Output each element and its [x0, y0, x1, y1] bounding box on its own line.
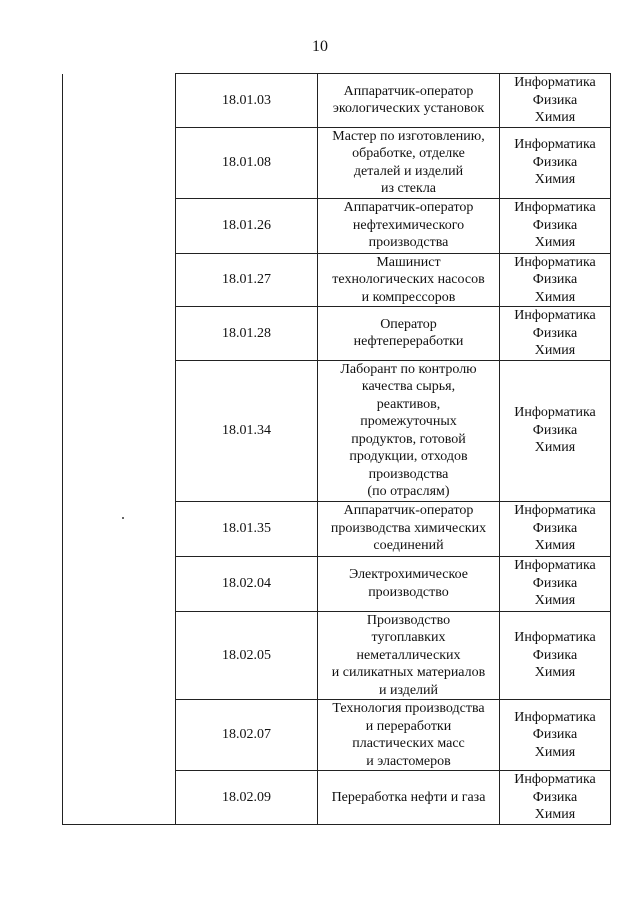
blank-cell [63, 360, 176, 501]
table-row [63, 127, 611, 198]
table-row [63, 74, 611, 128]
specialty-name: Машинист технологических насосов и компрессоров [318, 253, 500, 307]
blank-cell [63, 501, 176, 556]
blank-cell [63, 253, 176, 307]
specialty-name: Аппаратчик-оператор нефтехимического производства [318, 198, 500, 253]
specialty-code: 18.01.27 [176, 253, 318, 307]
specialty-code: 18.02.09 [176, 771, 318, 825]
specialty-name: Аппаратчик-оператор экологических установок [318, 74, 500, 128]
blank-cell [63, 307, 176, 361]
blank-cell [63, 700, 176, 771]
specialty-code: 18.02.04 [176, 556, 318, 611]
specialty-code: 18.01.34 [176, 360, 318, 501]
specialty-name: Мастер по изготовлению, обработке, отделке деталей и изделий из стекла [318, 127, 500, 198]
specialty-code: 18.01.26 [176, 198, 318, 253]
exam-subjects: Информатика Физика Химия [500, 501, 611, 556]
blank-cell [63, 611, 176, 700]
page-number: 10 [312, 38, 328, 55]
table-row [63, 198, 611, 253]
exam-subjects: Информатика Физика Химия [500, 307, 611, 361]
specialty-name: Технология производства и переработки пластических масс и эластомеров [318, 700, 500, 771]
table-row [63, 360, 611, 501]
specialty-code: 18.01.35 [176, 501, 318, 556]
specialty-code: 18.01.08 [176, 127, 318, 198]
specialty-code: 18.01.03 [176, 74, 318, 128]
specialty-code: 18.02.07 [176, 700, 318, 771]
specialty-name: Производство тугоплавких неметаллических и силикатных материалов и изделий [318, 611, 500, 700]
table-row [63, 556, 611, 611]
specialty-name: Переработка нефти и газа [318, 771, 500, 825]
specialty-name: Аппаратчик-оператор производства химических соединений [318, 501, 500, 556]
exam-subjects: Информатика Физика Химия [500, 556, 611, 611]
table-row [63, 611, 611, 700]
blank-cell [63, 127, 176, 198]
table-row [63, 501, 611, 556]
specialty-name: Лаборант по контролю качества сырья, реактивов, промежуточных продуктов, готовой продукции, отходов производства (по отраслям) [318, 360, 500, 501]
exam-subjects: Информатика Физика Химия [500, 253, 611, 307]
exam-subjects: Информатика Физика Химия [500, 611, 611, 700]
exam-subjects: Информатика Физика Химия [500, 127, 611, 198]
specialty-name: Оператор нефтепереработки [318, 307, 500, 361]
blank-cell [63, 198, 176, 253]
blank-cell [63, 556, 176, 611]
specialty-code: 18.01.28 [176, 307, 318, 361]
blank-cell [63, 74, 176, 128]
exam-subjects: Информатика Физика Химия [500, 198, 611, 253]
exam-subjects: Информатика Физика Химия [500, 74, 611, 128]
exam-subjects: Информатика Физика Химия [500, 700, 611, 771]
blank-cell [63, 771, 176, 825]
exam-subjects: Информатика Физика Химия [500, 360, 611, 501]
table-row [63, 253, 611, 307]
specialty-name: Электрохимическое производство [318, 556, 500, 611]
scan-speck [122, 517, 124, 519]
exam-subjects: Информатика Физика Химия [500, 771, 611, 825]
table-row [63, 700, 611, 771]
table-row [63, 307, 611, 361]
table-row [63, 771, 611, 825]
specialty-code: 18.02.05 [176, 611, 318, 700]
specialties-table [62, 73, 611, 825]
